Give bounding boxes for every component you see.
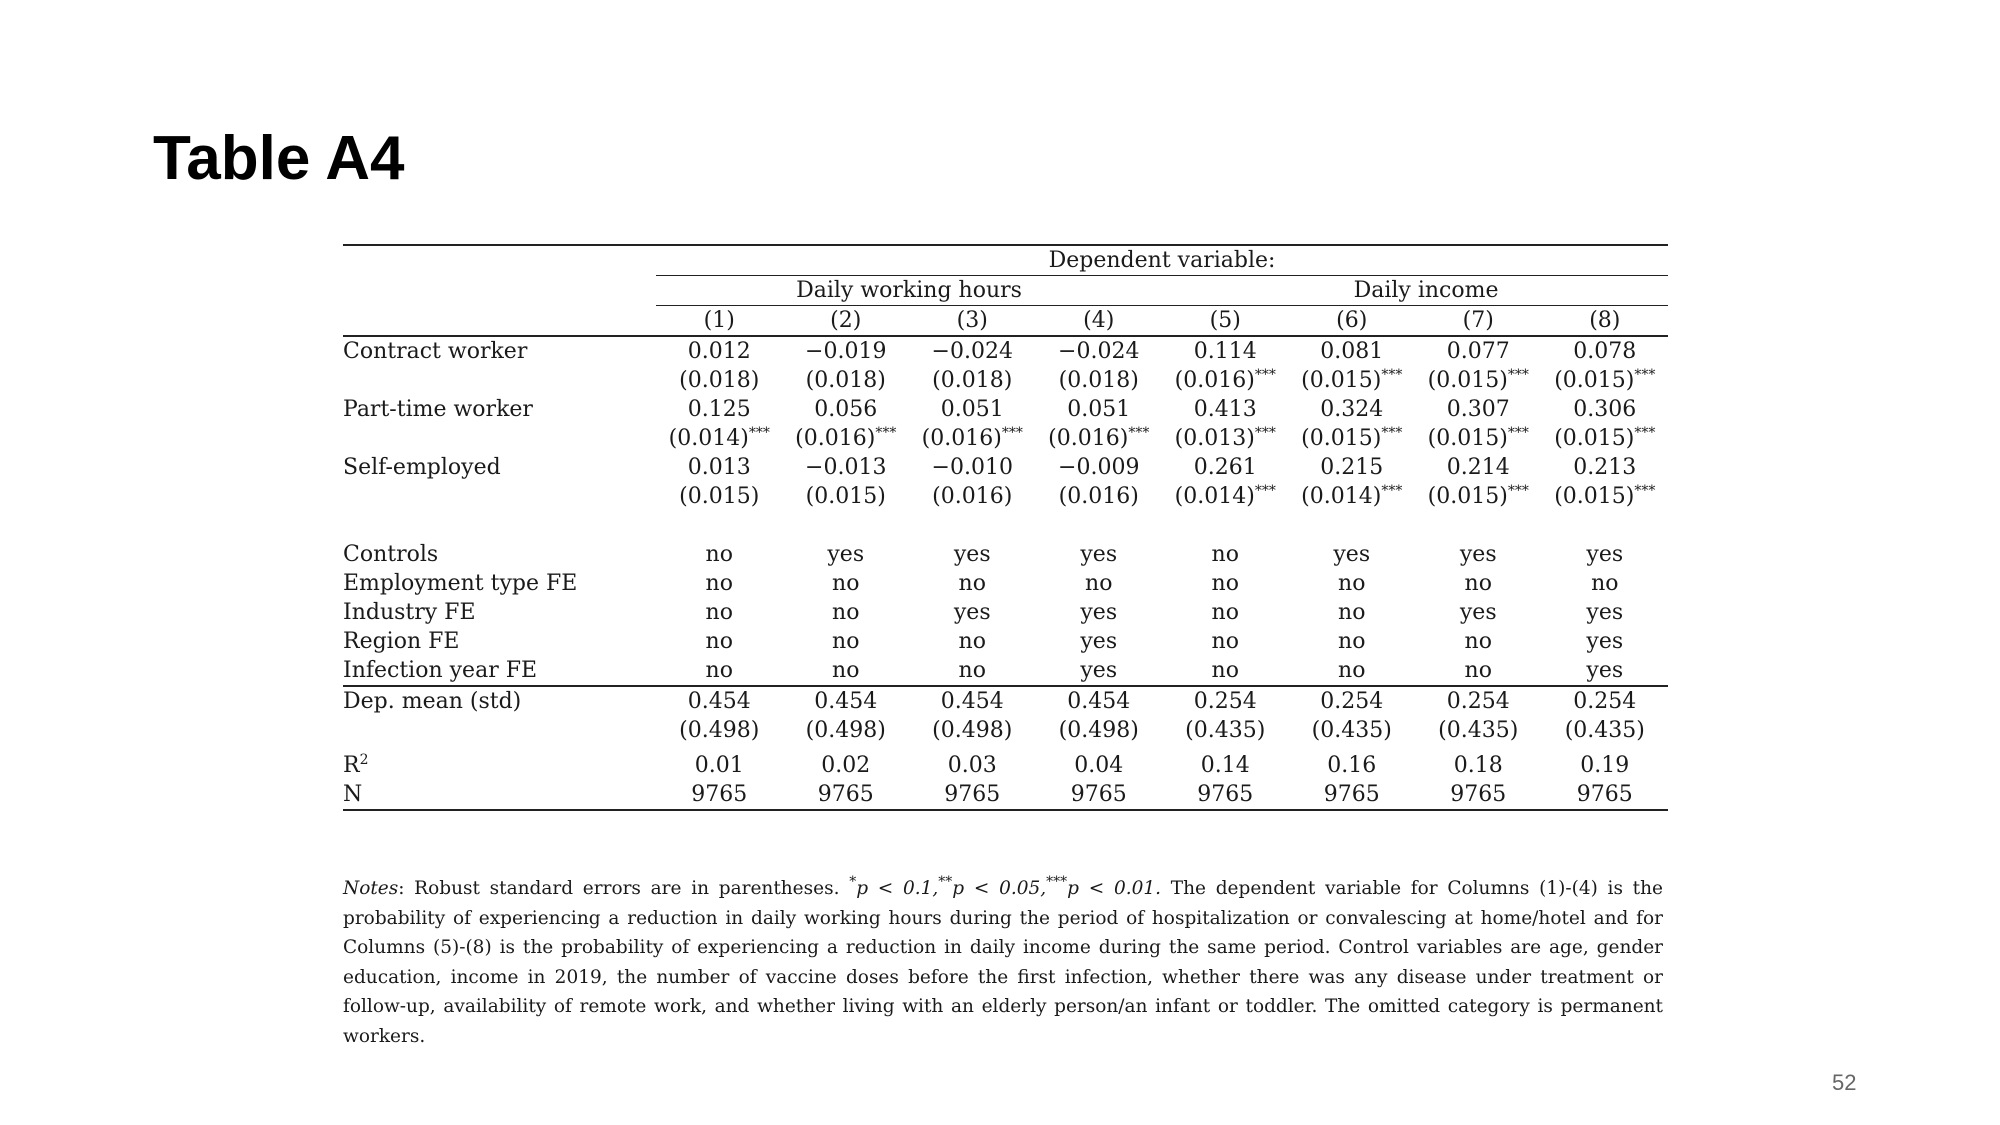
dep-std-cell: (0.435) <box>1438 718 1519 743</box>
dep-std-cell: (0.498) <box>679 718 760 743</box>
dep-std-cell: (0.498) <box>805 718 886 743</box>
table-row-indicator <box>343 569 1668 598</box>
indicator-cell: no <box>705 629 733 654</box>
p-threshold-2: p < 0.05, <box>952 878 1047 899</box>
significance-stars: *** <box>1634 367 1656 383</box>
se-value: (0.015) <box>1427 368 1508 393</box>
row-label-empty <box>343 424 656 453</box>
sig-marker-2: ** <box>938 874 953 890</box>
significance-stars: *** <box>1381 367 1403 383</box>
spacer-cell <box>1289 511 1416 540</box>
n-cell: 9765 <box>1542 780 1669 810</box>
indicator-cell: yes <box>1586 629 1624 654</box>
column-number-row <box>343 306 1668 337</box>
se-value: (0.015) <box>1554 368 1635 393</box>
row-label <box>343 745 656 780</box>
column-number: (5) <box>1162 306 1289 337</box>
row-label: Dep. mean (std) <box>343 686 656 716</box>
se-value: (0.016) <box>1048 426 1129 451</box>
se-value: (0.016) <box>795 426 876 451</box>
se-value: (0.016) <box>1058 484 1139 509</box>
column-number: (4) <box>1036 306 1163 337</box>
table-row-coef <box>343 395 1668 424</box>
table-row-indicator <box>343 598 1668 627</box>
r2-cell: 0.02 <box>821 753 871 778</box>
column-number: (8) <box>1542 306 1669 337</box>
coef-cell: 0.078 <box>1573 339 1637 364</box>
se-cell <box>1036 482 1163 511</box>
dep-mean-cell: 0.254 <box>1542 686 1669 716</box>
coef-cell: 0.413 <box>1193 397 1257 422</box>
n-cell: 9765 <box>1162 780 1289 810</box>
coef-cell: 0.056 <box>814 397 878 422</box>
significance-stars: *** <box>1507 367 1529 383</box>
p-threshold-3: p < 0.01. <box>1067 878 1162 899</box>
table-row-se <box>343 424 1668 453</box>
indicator-cell: yes <box>1459 600 1497 625</box>
sig-marker-3: *** <box>1046 874 1068 890</box>
indicator-cell: no <box>1162 656 1289 686</box>
r2-cell: 0.14 <box>1200 753 1250 778</box>
se-cell <box>1542 366 1669 395</box>
table-row-coef <box>343 453 1668 482</box>
se-cell <box>1289 424 1416 453</box>
indicator-cell: no <box>909 656 1036 686</box>
indicator-cell: no <box>705 600 733 625</box>
se-value: (0.015) <box>1427 426 1508 451</box>
se-cell <box>783 424 910 453</box>
significance-stars: *** <box>1381 483 1403 499</box>
significance-stars: *** <box>1254 425 1276 441</box>
se-value: (0.015) <box>679 484 760 509</box>
indicator-cell: no <box>783 656 910 686</box>
indicator-cell: no <box>1338 600 1366 625</box>
column-number: (7) <box>1415 306 1542 337</box>
dep-var-header-row <box>343 245 1668 276</box>
coef-cell: −0.010 <box>931 455 1013 480</box>
dep-mean-cell: 0.454 <box>783 686 910 716</box>
se-value: (0.016) <box>921 426 1002 451</box>
dep-mean-cell: 0.454 <box>656 686 783 716</box>
spacer-cell <box>783 511 910 540</box>
dep-mean-cell: 0.254 <box>1162 686 1289 716</box>
coef-cell: 0.051 <box>1067 397 1131 422</box>
table-row-indicator <box>343 656 1668 686</box>
r2-superscript: 2 <box>359 752 369 768</box>
se-cell <box>1162 482 1289 511</box>
significance-stars: *** <box>1381 425 1403 441</box>
significance-stars: *** <box>1128 425 1150 441</box>
table-row-indicator <box>343 627 1668 656</box>
se-value: (0.015) <box>1301 426 1382 451</box>
indicator-cell: no <box>1211 629 1239 654</box>
table-row-r2 <box>343 745 1668 780</box>
indicator-cell: no <box>832 571 860 596</box>
n-cell: 9765 <box>656 780 783 810</box>
r2-cell: 0.04 <box>1074 753 1124 778</box>
se-cell <box>909 366 1036 395</box>
se-value: (0.013) <box>1174 426 1255 451</box>
r2-label: R <box>343 753 360 778</box>
coef-cell: −0.013 <box>805 455 887 480</box>
se-cell <box>1542 424 1669 453</box>
se-value: (0.016) <box>932 484 1013 509</box>
se-cell <box>909 424 1036 453</box>
results-table <box>343 244 1668 811</box>
indicator-cell: yes <box>1459 542 1497 567</box>
se-value: (0.015) <box>1427 484 1508 509</box>
coef-cell: 0.012 <box>687 339 751 364</box>
se-value: (0.014) <box>668 426 749 451</box>
se-value: (0.016) <box>1174 368 1255 393</box>
dep-std-cell: (0.435) <box>1564 718 1645 743</box>
column-number: (6) <box>1289 306 1416 337</box>
se-cell <box>1542 482 1669 511</box>
n-cell: 9765 <box>1289 780 1416 810</box>
group-header-daily-income: Daily income <box>1162 276 1668 306</box>
column-number: (3) <box>909 306 1036 337</box>
table-row-se <box>343 482 1668 511</box>
indicator-cell: yes <box>1333 542 1371 567</box>
indicator-cell: no <box>1211 571 1239 596</box>
table-row-dep-mean <box>343 686 1668 716</box>
se-value: (0.015) <box>1554 484 1635 509</box>
significance-stars: *** <box>1507 425 1529 441</box>
spacer-cell <box>1036 511 1163 540</box>
row-label: Contract worker <box>343 339 528 364</box>
coef-cell: −0.009 <box>1058 455 1140 480</box>
indicator-cell: yes <box>1036 656 1163 686</box>
r2-cell: 0.18 <box>1453 753 1503 778</box>
dep-var-header: Dependent variable: <box>656 245 1668 276</box>
indicator-cell: yes <box>1586 542 1624 567</box>
indicator-cell: no <box>832 629 860 654</box>
r2-cell: 0.03 <box>947 753 997 778</box>
significance-stars: *** <box>1507 483 1529 499</box>
se-value: (0.014) <box>1301 484 1382 509</box>
indicator-cell: yes <box>1080 600 1118 625</box>
se-cell <box>783 482 910 511</box>
coef-cell: 0.013 <box>687 455 751 480</box>
table-row-dep-std <box>343 716 1668 745</box>
row-label: N <box>343 780 656 810</box>
slide-title: Table A4 <box>153 124 405 193</box>
notes-text-1: : Robust standard errors are in parentheses. <box>398 878 850 899</box>
se-value: (0.015) <box>805 484 886 509</box>
indicator-cell: no <box>1289 656 1416 686</box>
indicator-cell: no <box>656 656 783 686</box>
significance-stars: *** <box>875 425 897 441</box>
row-label: Industry FE <box>343 600 476 625</box>
table-row-indicator <box>343 540 1668 569</box>
indicator-cell: no <box>958 629 986 654</box>
significance-stars: *** <box>748 425 770 441</box>
se-cell <box>1415 482 1542 511</box>
indicator-cell: yes <box>1080 629 1118 654</box>
se-value: (0.014) <box>1174 484 1255 509</box>
significance-stars: *** <box>1634 425 1656 441</box>
dep-std-cell: (0.435) <box>1311 718 1392 743</box>
se-value: (0.018) <box>805 368 886 393</box>
se-value: (0.015) <box>1301 368 1382 393</box>
row-label-empty <box>343 366 656 395</box>
spacer-cell <box>1542 511 1669 540</box>
group-header-working-hours: Daily working hours <box>656 276 1162 306</box>
indicator-cell: no <box>1085 571 1113 596</box>
coef-cell: 0.324 <box>1320 397 1384 422</box>
spacer-cell <box>1415 511 1542 540</box>
dep-mean-cell: 0.454 <box>1036 686 1163 716</box>
coef-cell: 0.081 <box>1320 339 1384 364</box>
indicator-cell: no <box>705 571 733 596</box>
coef-cell: −0.024 <box>931 339 1013 364</box>
significance-stars: *** <box>1634 483 1656 499</box>
table-row-n <box>343 780 1668 810</box>
se-cell <box>1162 366 1289 395</box>
coef-cell: 0.213 <box>1573 455 1637 480</box>
se-cell <box>656 424 783 453</box>
se-value: (0.018) <box>932 368 1013 393</box>
se-cell <box>783 366 910 395</box>
coef-cell: 0.125 <box>687 397 751 422</box>
n-cell: 9765 <box>909 780 1036 810</box>
row-label-empty <box>343 482 656 511</box>
se-cell <box>1415 424 1542 453</box>
table-body <box>343 245 1668 810</box>
r2-cell: 0.19 <box>1580 753 1630 778</box>
se-cell <box>656 482 783 511</box>
dep-mean-cell: 0.254 <box>1289 686 1416 716</box>
se-cell <box>1162 424 1289 453</box>
group-header-row <box>343 276 1668 306</box>
sig-marker-1: * <box>849 874 857 890</box>
significance-stars: *** <box>1254 483 1276 499</box>
row-label: Region FE <box>343 629 460 654</box>
p-threshold-1: p < 0.1, <box>856 878 939 899</box>
indicator-cell: no <box>1591 571 1619 596</box>
se-cell <box>1036 366 1163 395</box>
se-cell <box>1415 366 1542 395</box>
significance-stars: *** <box>1001 425 1023 441</box>
n-cell: 9765 <box>1415 780 1542 810</box>
r2-cell: 0.16 <box>1327 753 1377 778</box>
se-cell <box>1289 366 1416 395</box>
coef-cell: 0.215 <box>1320 455 1384 480</box>
indicator-cell: no <box>832 600 860 625</box>
regression-table <box>343 244 1663 811</box>
spacer-cell <box>343 511 656 540</box>
coef-cell: 0.307 <box>1446 397 1510 422</box>
spacer-cell <box>1162 511 1289 540</box>
coef-cell: 0.077 <box>1446 339 1510 364</box>
se-cell <box>1036 424 1163 453</box>
dep-std-cell: (0.435) <box>1185 718 1266 743</box>
coef-cell: −0.024 <box>1058 339 1140 364</box>
indicator-cell: no <box>1211 600 1239 625</box>
column-number: (1) <box>656 306 783 337</box>
row-label: Self-employed <box>343 455 501 480</box>
dep-std-cell: (0.498) <box>932 718 1013 743</box>
indicator-cell: no <box>1211 542 1239 567</box>
indicator-cell: no <box>958 571 986 596</box>
notes-lead: Notes <box>343 878 399 899</box>
indicator-cell: yes <box>1586 600 1624 625</box>
indicator-cell: no <box>1338 571 1366 596</box>
coef-cell: −0.019 <box>805 339 887 364</box>
indicator-cell: yes <box>953 542 991 567</box>
coef-cell: 0.214 <box>1446 455 1510 480</box>
column-number: (2) <box>783 306 910 337</box>
spacer-cell <box>909 511 1036 540</box>
se-cell <box>909 482 1036 511</box>
se-value: (0.018) <box>679 368 760 393</box>
n-cell: 9765 <box>783 780 910 810</box>
indicator-cell: yes <box>1080 542 1118 567</box>
spacer-cell <box>656 511 783 540</box>
table-row-coef <box>343 336 1668 366</box>
page-number: 52 <box>1832 1070 1857 1095</box>
table-notes <box>343 874 1663 1051</box>
table-row-se <box>343 366 1668 395</box>
indicator-cell: yes <box>1542 656 1669 686</box>
indicator-cell: no <box>1464 571 1492 596</box>
dep-std-cell: (0.498) <box>1058 718 1139 743</box>
se-value: (0.018) <box>1058 368 1139 393</box>
se-cell <box>1289 482 1416 511</box>
coef-cell: 0.306 <box>1573 397 1637 422</box>
coef-cell: 0.261 <box>1193 455 1257 480</box>
row-label: Infection year FE <box>343 656 656 686</box>
indicator-cell: no <box>1464 629 1492 654</box>
se-cell <box>656 366 783 395</box>
indicator-cell: no <box>1415 656 1542 686</box>
row-label: Part-time worker <box>343 397 533 422</box>
dep-mean-cell: 0.254 <box>1415 686 1542 716</box>
row-label: Employment type FE <box>343 571 578 596</box>
indicator-cell: yes <box>827 542 865 567</box>
indicator-cell: no <box>705 542 733 567</box>
significance-stars: *** <box>1254 367 1276 383</box>
coef-cell: 0.051 <box>940 397 1004 422</box>
row-label-empty <box>343 716 656 745</box>
coef-cell: 0.114 <box>1193 339 1257 364</box>
indicator-cell: no <box>1338 629 1366 654</box>
spacer-row <box>343 511 1668 540</box>
dep-mean-cell: 0.454 <box>909 686 1036 716</box>
row-label: Controls <box>343 542 439 567</box>
notes-text-2: The dependent variable for Columns (1)-(4) is the probability of experiencing a reduction in daily working hours during the period of hospitalization or convalescing at home/hotel and for Columns (5)-(8) is the probability of experiencing a reduction in daily income during the same period. Control variables are age, gender education, income in 2019, the number of vaccine doses before the first infection, whether there was any disease under treatment or follow-up, availability of remote work, and whether living with an elderly person/an infant or toddler. The omitted category is permanent workers. <box>343 878 1663 1047</box>
indicator-cell: yes <box>953 600 991 625</box>
n-cell: 9765 <box>1036 780 1163 810</box>
r2-cell: 0.01 <box>694 753 744 778</box>
se-value: (0.015) <box>1554 426 1635 451</box>
